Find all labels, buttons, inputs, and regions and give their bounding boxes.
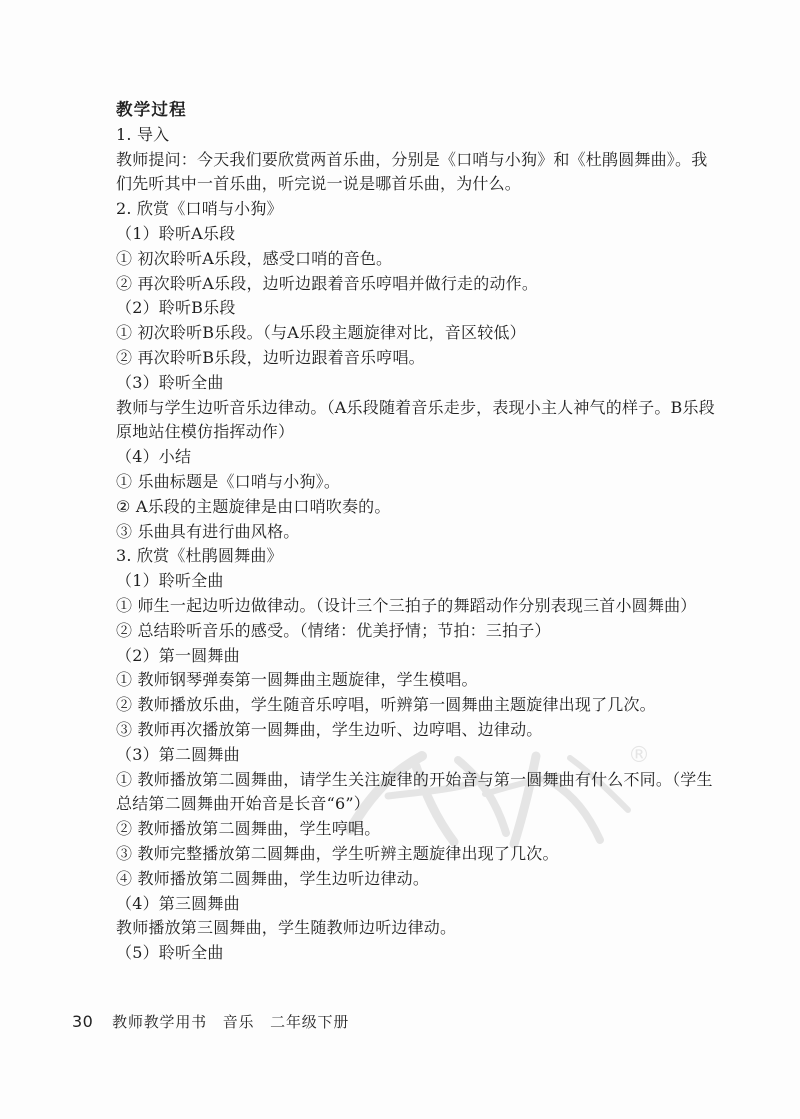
lesson-text xyxy=(116,98,715,966)
text-line: 教师播放第三圆舞曲，学生随教师边听边律动。 xyxy=(116,918,457,938)
text-line: 总结第二圆舞曲开始音是长音“6”） xyxy=(116,794,370,814)
text-line: 们先听其中一首乐曲，听完说一说是哪首乐曲，为什么。 xyxy=(116,174,522,194)
text-line: ① 初次聆听A乐段，感受口哨的音色。 xyxy=(116,248,393,268)
text-line: ② 再次聆听A乐段，边听边跟着音乐哼唱并做行走的动作。 xyxy=(116,273,539,293)
text-line: ② 教师播放乐曲，学生随音乐哼唱，听辨第一圆舞曲主题旋律出现了几次。 xyxy=(116,695,656,715)
text-line: 1. 导入 xyxy=(116,124,170,144)
text-line: ① 教师钢琴弹奏第一圆舞曲主题旋律，学生模唱。 xyxy=(116,670,478,690)
text-line: ② 再次聆听B乐段，边听边跟着音乐哼唱。 xyxy=(116,347,425,367)
text-line: （2）第一圆舞曲 xyxy=(116,645,240,665)
section-heading: 教学过程 xyxy=(116,100,187,119)
text-line: ① 乐曲标题是《口哨与小狗》。 xyxy=(116,471,341,491)
text-line: ② 总结聆听音乐的感受。（情绪：优美抒情；节拍：三拍子） xyxy=(116,620,551,640)
text-line: ② 教师播放第二圆舞曲，学生哼唱。 xyxy=(116,819,381,839)
text-line: （3）第二圆舞曲 xyxy=(116,744,240,764)
text-line: ① 初次聆听B乐段。（与A乐段主题旋律对比，音区较低） xyxy=(116,323,526,343)
text-line: ③ 教师完整播放第二圆舞曲，学生听辨主题旋律出现了几次。 xyxy=(116,843,559,863)
text-line: （1）聆听A乐段 xyxy=(116,223,236,243)
text-line: （3）聆听全曲 xyxy=(116,372,224,392)
text-line: （4）第三圆舞曲 xyxy=(116,893,240,913)
text-line: 教师与学生边听音乐边律动。（A乐段随着音乐走步，表现小主人神气的样子。B乐段 xyxy=(116,397,715,417)
text-line: ② A乐段的主题旋律是由口哨吹奏的。 xyxy=(116,496,391,516)
text-line: ④ 教师播放第二圆舞曲，学生边听边律动。 xyxy=(116,868,430,888)
text-line: 3. 欣赏《杜鹃圆舞曲》 xyxy=(116,546,283,566)
page-number: 30 xyxy=(72,1012,94,1031)
text-line: 原地站住模仿指挥动作） xyxy=(116,422,295,442)
text-line: ③ 教师再次播放第一圆舞曲，学生边听、边哼唱、边律动。 xyxy=(116,719,543,739)
text-line: 教师提问：今天我们要欣赏两首乐曲，分别是《口哨与小狗》和《杜鹃圆舞曲》。我 xyxy=(116,149,708,169)
page-footer xyxy=(72,1011,349,1032)
registered-mark: ® xyxy=(628,743,650,768)
text-line: ① 教师播放第二圆舞曲，请学生关注旋律的开始音与第一圆舞曲有什么不同。（学生 xyxy=(116,769,713,789)
text-line: （5）聆听全曲 xyxy=(116,943,224,963)
text-line: ① 师生一起边听边做律动。（设计三个三拍子的舞蹈动作分别表现三首小圆舞曲） xyxy=(116,595,697,615)
text-line: ③ 乐曲具有进行曲风格。 xyxy=(116,521,300,541)
text-line: 2. 欣赏《口哨与小狗》 xyxy=(116,199,283,219)
text-line: （1）聆听全曲 xyxy=(116,571,224,591)
book-title: 教师教学用书 音乐 二年级下册 xyxy=(112,1013,350,1031)
text-line: （4）小结 xyxy=(116,447,192,467)
text-line: （2）聆听B乐段 xyxy=(116,298,236,318)
